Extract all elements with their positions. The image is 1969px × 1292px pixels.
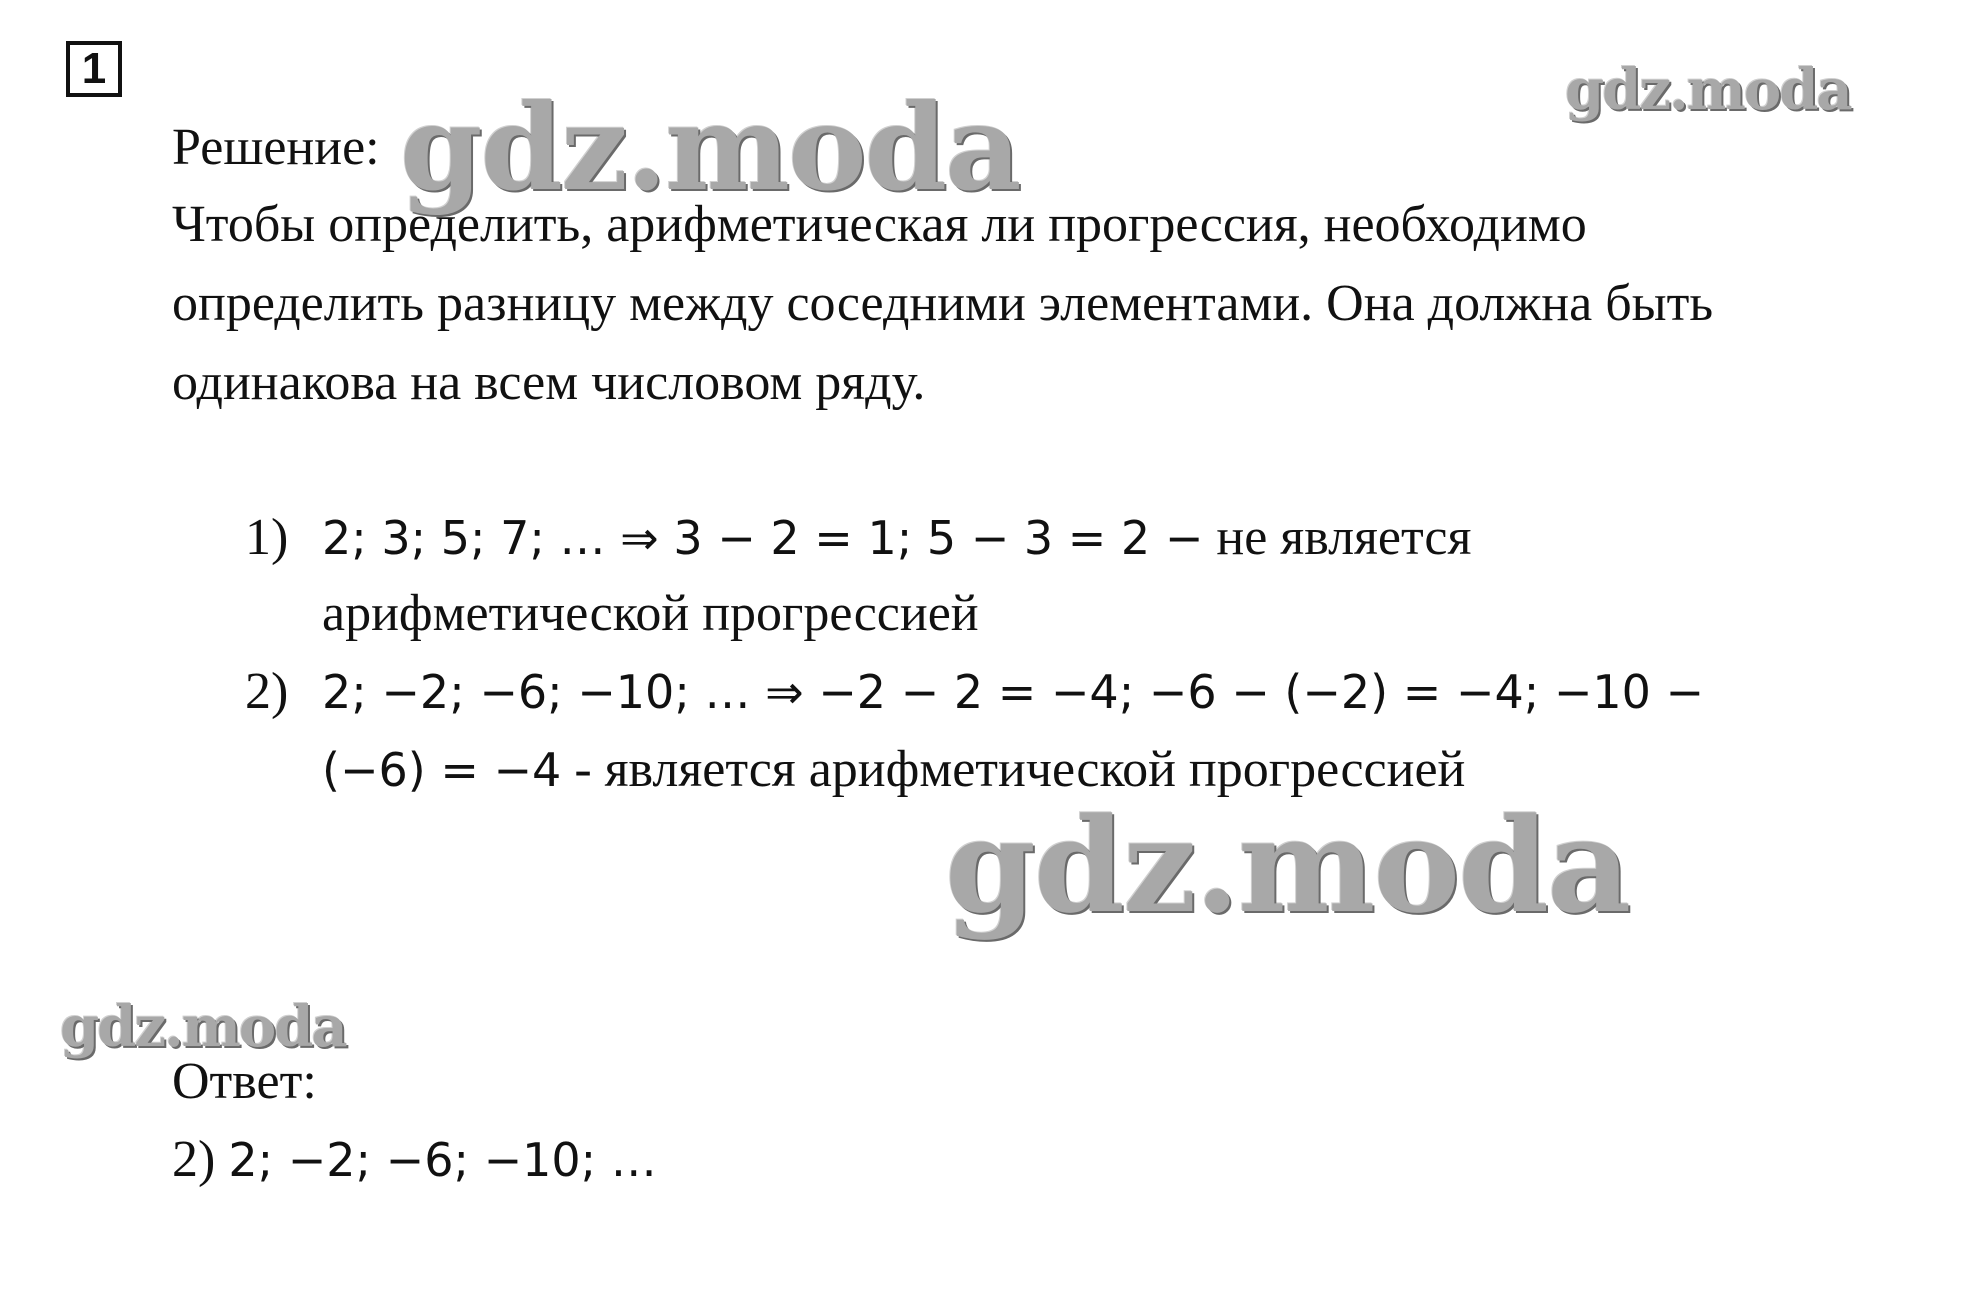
formula: (−6) = −4 (322, 743, 562, 797)
watermark-logo: gdz.moda (60, 994, 346, 1060)
intro-line: Чтобы определить, арифметическая ли прогрессия, необходимо (172, 196, 1587, 253)
solution-heading: Решение: (172, 119, 380, 176)
formula: 2; −2; −6; −10; … ⇒ −2 − 2 = −4; −6 − (−2) = −4; −10 − (322, 665, 1705, 719)
item-text: - является арифметической прогрессией (574, 741, 1466, 798)
formula: 2; 3; 5; 7; … ⇒ 3 − 2 = 1; 5 − 3 = 2 − (322, 511, 1204, 565)
list-item-marker: 1) (245, 509, 289, 566)
watermark-logo: gdz.moda (945, 789, 1630, 942)
answer-marker: 2) (172, 1131, 216, 1188)
answer-line (172, 1130, 657, 1190)
item-text: не является (1216, 509, 1472, 566)
intro-line: определить разницу между соседними элементами. Она должна быть (172, 275, 1714, 332)
list-item-line: арифметической прогрессией (322, 585, 979, 642)
list-item-marker: 2) (245, 663, 289, 720)
intro-line: одинакова на всем числовом ряду. (172, 354, 926, 411)
task-number-box: 1 (66, 41, 122, 97)
answer-value: 2; −2; −6; −10; … (228, 1133, 657, 1187)
list-item-line (322, 740, 1465, 800)
answer-label: Ответ: (172, 1053, 317, 1110)
watermark-logo: gdz.moda (400, 78, 1020, 217)
watermark-logo: gdz.moda (1565, 57, 1851, 123)
list-item-line (322, 508, 1471, 568)
